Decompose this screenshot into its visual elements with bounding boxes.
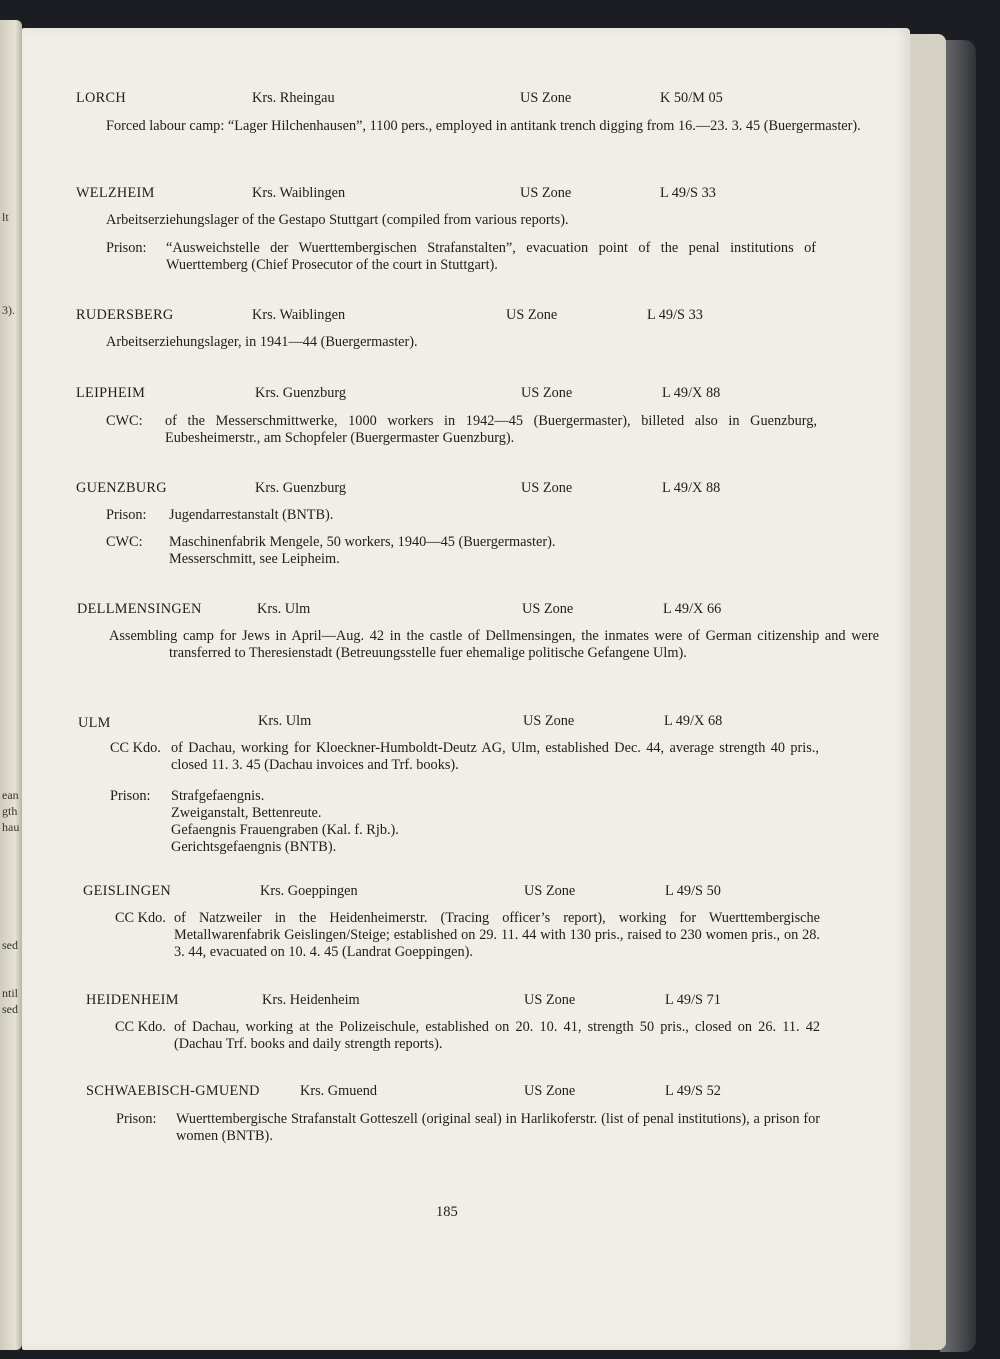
entry-label: Prison: [106, 507, 147, 523]
entry-district: Krs. Rheingau [252, 90, 335, 106]
entry-place: RUDERSBERG [76, 307, 174, 323]
entry-text: Jugendarrestanstalt (BNTB). [169, 507, 334, 523]
entry-reference: K 50/M 05 [660, 90, 723, 106]
entry-text: Messerschmitt, see Leipheim. [169, 551, 340, 567]
entry-district: Krs. Heidenheim [262, 992, 360, 1008]
facing-page-fragment: 3). [2, 303, 15, 317]
entry-place: GEISLINGEN [83, 883, 171, 899]
page-number: 185 [436, 1204, 458, 1220]
facing-page-edge [0, 20, 22, 1350]
entry-zone: US Zone [521, 480, 573, 496]
book-page [22, 28, 910, 1350]
page-content [22, 28, 910, 1350]
entry-label: Prison: [110, 788, 151, 804]
entry-district: Krs. Gmuend [300, 1083, 378, 1099]
entry-district: Krs. Goeppingen [260, 883, 358, 899]
entry-zone: US Zone [520, 90, 572, 106]
entry-district: Krs. Ulm [257, 601, 311, 617]
entry-text: of Dachau, working for Kloeckner-Humboldt-Deutz AG, Ulm, established Dec. 44, average strength 40 pris., closed 11. 3. 45 (Dachau invoices and Trf. books). [171, 740, 819, 773]
entry-zone: US Zone [523, 713, 575, 729]
entry-list-line: Strafgefaengnis. [171, 788, 265, 804]
entry-district: Krs. Ulm [258, 713, 312, 729]
entry-reference: L 49/X 66 [663, 601, 722, 617]
entry-place: LEIPHEIM [76, 385, 146, 401]
entry-place: ULM [78, 715, 111, 731]
entry-text: Arbeitserziehungslager, in 1941—44 (Buergermaster). [106, 334, 418, 350]
entry-place: SCHWAEBISCH-GMUEND [86, 1083, 260, 1099]
entry-zone: US Zone [506, 307, 558, 323]
entry-place: HEIDENHEIM [86, 992, 179, 1008]
facing-page-fragment: lt [2, 210, 9, 224]
entry-zone: US Zone [524, 992, 576, 1008]
entry-reference: L 49/S 50 [665, 883, 721, 899]
entry-zone: US Zone [520, 185, 572, 201]
entry-label: Prison: [106, 240, 147, 256]
facing-page-fragment: sed [2, 1002, 18, 1016]
entry-reference: L 49/X 88 [662, 480, 721, 496]
entry-zone: US Zone [524, 883, 576, 899]
entry-text: Maschinenfabrik Mengele, 50 workers, 1940—45 (Buergermaster). [169, 534, 556, 550]
entry-zone: US Zone [521, 385, 573, 401]
entry-district: Krs. Guenzburg [255, 385, 347, 401]
entry-zone: US Zone [522, 601, 574, 617]
facing-page-fragment: ean [2, 788, 19, 802]
entry-label: CC Kdo. [110, 740, 161, 756]
entry-label: CWC: [106, 413, 143, 429]
entry-reference: L 49/S 33 [660, 185, 716, 201]
entry-list-line: Zweiganstalt, Bettenreute. [171, 805, 322, 821]
entry-label: CC Kdo. [115, 910, 166, 926]
entry-text: Wuerttembergische Strafanstalt Gotteszell (original seal) in Harlikoferstr. (list of penal institutions), a prison for women (BNTB). [176, 1111, 820, 1144]
entry-place: WELZHEIM [76, 185, 155, 201]
entry-district: Krs. Waiblingen [252, 307, 346, 323]
entry-place: GUENZBURG [76, 480, 167, 496]
entry-text: Forced labour camp: “Lager Hilchenhausen”, 1100 pers., employed in antitank trench digging from 16.—23. 3. 45 (Buergermaster). [106, 118, 861, 134]
entry-place: LORCH [76, 90, 126, 106]
entry-zone: US Zone [524, 1083, 576, 1099]
facing-page-fragment: sed [2, 938, 18, 952]
entry-label: CC Kdo. [115, 1019, 166, 1035]
entry-reference: L 49/X 68 [664, 713, 723, 729]
entry-district: Krs. Guenzburg [255, 480, 347, 496]
entry-text: Assembling camp for Jews in April—Aug. 42 in the castle of Dellmensingen, the inmates were of German citizenship and were transferred to Theresienstadt (Betreuungsstelle fuer ehemalige politische Gefangene Ulm). [109, 628, 879, 661]
facing-page-fragment: hau [2, 820, 20, 834]
entry-text: of Dachau, working at the Polizeischule, established on 20. 10. 41, strength 50 pris., closed on 26. 11. 42 (Dachau Trf. books and daily strength reports). [174, 1019, 820, 1052]
entry-reference: L 49/X 88 [662, 385, 721, 401]
entry-text: “Ausweichstelle der Wuerttembergischen Strafanstalten”, evacuation point of the penal institutions of Wuerttemberg (Chief Prosecutor of the court in Stuttgart). [166, 240, 816, 273]
entry-place: DELLMENSINGEN [77, 601, 202, 617]
entry-text: of Natzweiler in the Heidenheimerstr. (Tracing officer’s report), working for Wuerttembergische Metallwarenfabrik Geislingen/Steige; established on 29. 11. 44 with 130 pris., raised to 230 women pris., on 28. 3. 44, evacuated on 10. 4. 45 (Landrat Goeppingen). [174, 910, 820, 960]
entry-label: CWC: [106, 534, 143, 550]
facing-page-fragment: ntil [2, 986, 19, 1000]
facing-page-fragment: gth [2, 804, 18, 818]
entry-text: of the Messerschmittwerke, 1000 workers in 1942—45 (Buergermaster), billeted also in Guenzburg, Eubesheimerstr., am Schopfeler (Buergermaster Guenzburg). [165, 413, 817, 446]
entry-reference: L 49/S 33 [647, 307, 703, 323]
entry-list-line: Gefaengnis Frauengraben (Kal. f. Rjb.). [171, 822, 399, 838]
entry-label: Prison: [116, 1111, 157, 1127]
entry-text: Arbeitserziehungslager of the Gestapo Stuttgart (compiled from various reports). [106, 212, 569, 228]
entry-district: Krs. Waiblingen [252, 185, 346, 201]
entry-reference: L 49/S 52 [665, 1083, 721, 1099]
entry-reference: L 49/S 71 [665, 992, 721, 1008]
entry-list-line: Gerichtsgefaengnis (BNTB). [171, 839, 337, 855]
